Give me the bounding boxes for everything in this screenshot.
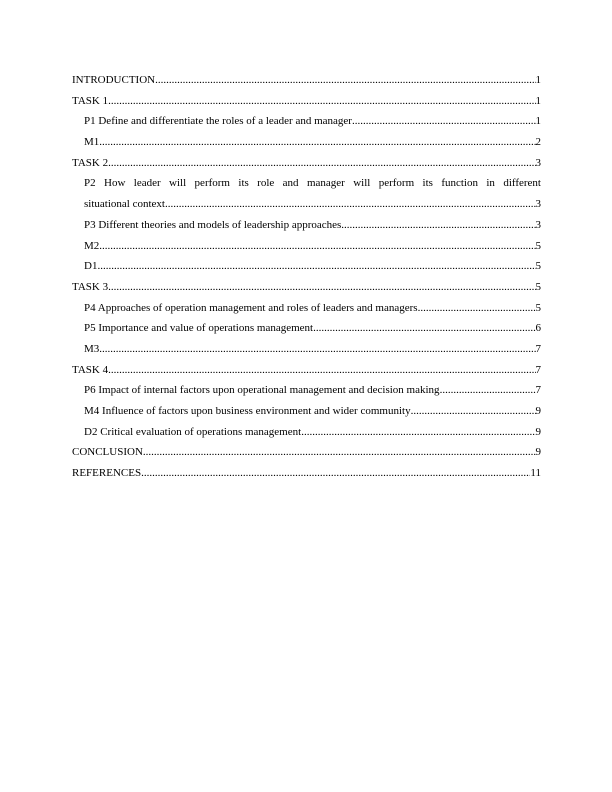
toc-page-number: 1 <box>535 74 541 86</box>
toc-entry-title: M3 <box>84 342 100 355</box>
toc-entry-title-line-1: P2 How leader will perform its role and manager will perform its function in different <box>84 177 541 190</box>
toc-page-number: 7 <box>535 384 541 397</box>
toc-entry-p1[interactable] <box>72 111 541 132</box>
toc-page-number: 3 <box>535 156 541 169</box>
toc-dot-leader <box>301 422 535 443</box>
toc-dot-leader <box>165 194 536 215</box>
toc-entry-p6[interactable] <box>72 380 541 401</box>
toc-entry-title: REFERENCES <box>72 467 142 480</box>
toc-page-number: 3 <box>535 218 541 231</box>
toc-entry-title: P1 Define and differentiate the roles of a leader and manager <box>84 115 352 128</box>
toc-page-number: 5 <box>535 301 541 314</box>
toc-entry-m1[interactable] <box>72 132 541 153</box>
toc-entry-m2[interactable] <box>72 236 541 257</box>
toc-entry-title: P4 Approaches of operation management and roles of leaders and managers <box>84 301 418 314</box>
toc-entry-title: TASK 3 <box>72 280 109 293</box>
toc-entry-task-3[interactable] <box>72 277 541 298</box>
toc-entry-title: M2 <box>84 239 100 252</box>
toc-entry-p4[interactable] <box>72 298 541 319</box>
toc-dot-leader <box>440 380 536 401</box>
toc-dot-leader <box>108 360 535 381</box>
toc-entry-references[interactable] <box>72 463 541 484</box>
toc-entry-title-line-2: situational context <box>84 198 165 211</box>
toc-dot-leader <box>313 318 535 339</box>
toc-page-number: 9 <box>535 405 541 417</box>
toc-page-number: 5 <box>535 239 541 252</box>
toc-entry-title: M4 Influence of factors upon business environment and wider community <box>84 405 411 417</box>
toc-entry-title: P6 Impact of internal factors upon operational management and decision making <box>84 384 440 397</box>
toc-entry-p2[interactable] <box>72 173 541 214</box>
toc-dot-leader <box>341 215 535 236</box>
toc-page-number: 1 <box>535 115 541 128</box>
toc-entry-title: M1 <box>84 136 100 149</box>
toc-page-number: 9 <box>535 446 541 459</box>
toc-page-number: 7 <box>535 363 541 376</box>
table-of-contents <box>72 70 541 484</box>
toc-entry-title: D2 Critical evaluation of operations management <box>84 425 302 438</box>
toc-page-number: 11 <box>530 467 541 480</box>
toc-dot-leader <box>143 442 536 463</box>
toc-page-number: 5 <box>535 260 541 273</box>
toc-dot-leader <box>108 91 535 112</box>
toc-page-number: 1 <box>535 94 541 107</box>
toc-page-number: 5 <box>535 280 541 293</box>
toc-entry-m4[interactable] <box>72 401 541 422</box>
toc-entry-introduction[interactable] <box>72 70 541 91</box>
toc-entry-task-1[interactable] <box>72 91 541 112</box>
toc-page-number: 3 <box>535 198 541 211</box>
toc-entry-title: P3 Different theories and models of leadership approaches <box>84 218 342 231</box>
toc-entry-title: CONCLUSION <box>72 446 143 459</box>
toc-entry-d2[interactable] <box>72 422 541 443</box>
toc-entry-title: TASK 1 <box>72 94 109 107</box>
toc-page-number: 6 <box>535 322 541 335</box>
toc-dot-leader <box>99 339 535 360</box>
toc-entry-p3[interactable] <box>72 215 541 236</box>
toc-dot-leader <box>108 153 535 174</box>
toc-dot-leader <box>108 277 535 298</box>
toc-page-number: 7 <box>535 342 541 355</box>
toc-entry-p5[interactable] <box>72 318 541 339</box>
toc-dot-leader <box>418 298 536 319</box>
toc-entry-title: D1 <box>84 260 98 273</box>
toc-dot-leader <box>352 111 536 132</box>
toc-page-number: 9 <box>535 425 541 438</box>
toc-entry-title: P5 Importance and value of operations management <box>84 322 314 335</box>
toc-dot-leader <box>155 70 535 91</box>
toc-entry-title-line-2-row <box>84 194 541 215</box>
toc-dot-leader <box>99 236 535 257</box>
toc-entry-conclusion[interactable] <box>72 442 541 463</box>
toc-entry-title: TASK 2 <box>72 156 109 169</box>
toc-dot-leader <box>411 401 536 422</box>
toc-dot-leader <box>141 463 530 484</box>
toc-entry-task-2[interactable] <box>72 153 541 174</box>
toc-entry-title: TASK 4 <box>72 363 109 376</box>
toc-entry-d1[interactable] <box>72 256 541 277</box>
toc-entry-m3[interactable] <box>72 339 541 360</box>
toc-entry-title: INTRODUCTION <box>72 74 156 86</box>
toc-entry-task-4[interactable] <box>72 360 541 381</box>
toc-dot-leader <box>97 256 535 277</box>
toc-dot-leader <box>99 132 535 153</box>
toc-page-number: 2 <box>535 136 541 149</box>
